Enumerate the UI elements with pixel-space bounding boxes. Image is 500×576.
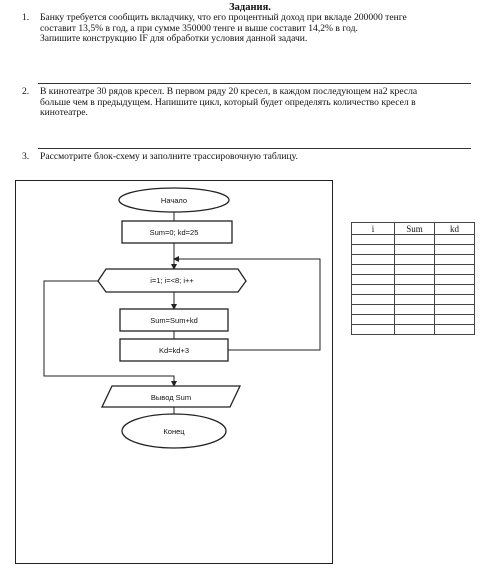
flowchart bbox=[15, 180, 333, 564]
trace-table-row bbox=[352, 285, 475, 295]
task-3 bbox=[22, 152, 492, 164]
task-2-line-2: больше чем в предыдущем. Напишите цикл, который будет определять количество кресел в bbox=[40, 96, 416, 108]
trace-cell-kd[interactable] bbox=[435, 275, 475, 285]
trace-cell-kd[interactable] bbox=[435, 255, 475, 265]
loop-label: i=1; i=<8; i++ bbox=[150, 276, 194, 285]
trace-cell-kd[interactable] bbox=[435, 265, 475, 275]
trace-cell-sum[interactable] bbox=[395, 315, 435, 325]
trace-table-row bbox=[352, 315, 475, 325]
trace-cell-sum[interactable] bbox=[395, 245, 435, 255]
trace-cell-i[interactable] bbox=[352, 295, 395, 305]
trace-cell-kd[interactable] bbox=[435, 315, 475, 325]
trace-table-row bbox=[352, 235, 475, 245]
trace-cell-kd[interactable] bbox=[435, 295, 475, 305]
task-3-line-1: Рассмотрите блок-схему и заполните трассировочную таблицу. bbox=[40, 151, 298, 162]
start-label: Начало bbox=[160, 196, 188, 205]
header-sum: Sum bbox=[395, 223, 435, 235]
trace-table-row bbox=[352, 295, 475, 305]
trace-cell-sum[interactable] bbox=[395, 235, 435, 245]
task-2-number: 2. bbox=[22, 86, 30, 97]
answer-line bbox=[38, 83, 471, 84]
trace-cell-sum[interactable] bbox=[395, 295, 435, 305]
trace-cell-i[interactable] bbox=[352, 285, 395, 295]
task-2-line-1: В кинотеатре 30 рядов кресел. В первом ряду 20 кресел, в каждом последующем на2 кресла bbox=[40, 86, 418, 97]
kd-label: Kd=kd+3 bbox=[158, 346, 190, 355]
trace-cell-sum[interactable] bbox=[395, 275, 435, 285]
task-2 bbox=[22, 87, 492, 121]
trace-cell-i[interactable] bbox=[352, 325, 395, 335]
page-heading: Задания. bbox=[229, 2, 271, 13]
trace-cell-kd[interactable] bbox=[435, 245, 475, 255]
trace-table-row bbox=[352, 305, 475, 315]
trace-cell-sum[interactable] bbox=[395, 285, 435, 295]
trace-table-row bbox=[352, 265, 475, 275]
task-1 bbox=[22, 13, 492, 47]
trace-cell-i[interactable] bbox=[352, 235, 395, 245]
trace-table bbox=[351, 222, 475, 335]
trace-cell-i[interactable] bbox=[352, 255, 395, 265]
trace-cell-i[interactable] bbox=[352, 275, 395, 285]
trace-cell-i[interactable] bbox=[352, 245, 395, 255]
trace-table-row bbox=[352, 275, 475, 285]
trace-cell-sum[interactable] bbox=[395, 265, 435, 275]
trace-cell-sum[interactable] bbox=[395, 305, 435, 315]
trace-table-row bbox=[352, 255, 475, 265]
task-1-line-3: Запишите конструкцию IF для обработки условия данной задачи. bbox=[40, 33, 308, 45]
trace-cell-kd[interactable] bbox=[435, 235, 475, 245]
connector-loop-exit bbox=[44, 281, 174, 386]
task-1-line-2: составит 13,5% в год, а при сумме 350000 тенге и выше составит 14,2% в год. bbox=[40, 22, 358, 34]
end-label: Конец bbox=[163, 427, 185, 436]
output-label: Вывод Sum bbox=[150, 393, 192, 402]
sum-label: Sum=Sum+kd bbox=[150, 316, 198, 325]
trace-cell-kd[interactable] bbox=[435, 305, 475, 315]
task-1-number: 1. bbox=[22, 12, 30, 23]
trace-cell-i[interactable] bbox=[352, 315, 395, 325]
task-3-number: 3. bbox=[22, 151, 30, 162]
trace-cell-sum[interactable] bbox=[395, 255, 435, 265]
header-kd: kd bbox=[435, 223, 475, 235]
trace-cell-kd[interactable] bbox=[435, 285, 475, 295]
trace-cell-kd[interactable] bbox=[435, 325, 475, 335]
trace-table-header bbox=[352, 223, 475, 235]
trace-table-row bbox=[352, 325, 475, 335]
task-1-line-1: Банку требуется сообщить вкладчику, что его процентный доход при вкладе 200000 тенге bbox=[40, 12, 407, 23]
trace-cell-sum[interactable] bbox=[395, 325, 435, 335]
answer-line bbox=[38, 148, 471, 149]
init-label: Sum=0; kd=25 bbox=[149, 228, 199, 237]
task-2-line-3: кинотеатре. bbox=[40, 107, 88, 119]
trace-table-row bbox=[352, 245, 475, 255]
trace-cell-i[interactable] bbox=[352, 305, 395, 315]
trace-cell-i[interactable] bbox=[352, 265, 395, 275]
header-i: i bbox=[352, 223, 395, 235]
